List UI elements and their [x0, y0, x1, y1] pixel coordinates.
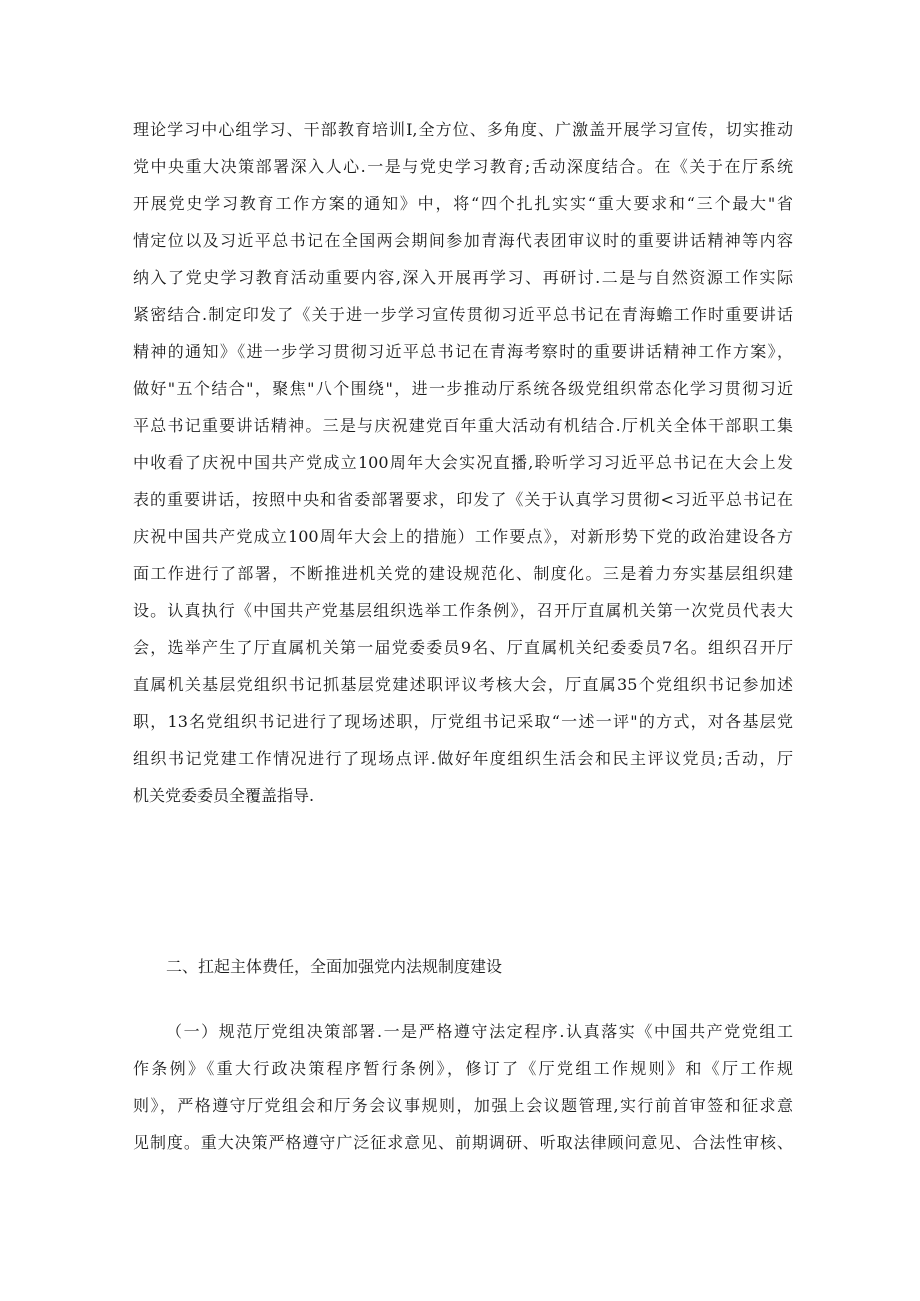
body-paragraph-2: [133, 1013, 793, 1161]
paragraph-line: （一）规范厅党组决策部署.一是严格遵守法定程序.认真落实《中国共产党党组工: [166, 1022, 793, 1041]
paragraph-line: 直属机关基层党组织书记抓基层党建述职评议考核大会，厅直属35个党组织书记参加述: [133, 675, 793, 694]
paragraph-line: 面工作进行了部署，不断推进机关党的建设规范化、制度化。三是着力夯实基层组织建: [133, 564, 793, 583]
paragraph-line: 见制度。重大决策严格遵守广泛征求意见、前期调研、听取法律顾问意见、合法性审核、: [133, 1133, 793, 1152]
paragraph-line: 做好"五个结合"，聚焦"八个围绕"，进一步推动厅系统各级党组织常态化学习贯彻习近: [133, 379, 793, 398]
paragraph-line: 表的重要讲话，按照中央和省委部署要求，印发了《关于认真学习贯彻<习近平总书记在: [133, 490, 793, 509]
paragraph-line: 则》，严格遵守厅党组会和厅务会议事规则，加强上会议题管理,实行前首审签和征求意: [133, 1096, 793, 1115]
paragraph-line: 精神的通知》《进一步学习贯彻习近平总书记在青海考察时的重要讲话精神工作方案》，: [133, 342, 793, 361]
paragraph-line: 平总书记重要讲话精神。三是与庆祝建党百年重大活动有机结合.厅机关全体干部职工集: [133, 416, 793, 435]
paragraph-line: 情定位以及习近平总书记在全国两会期间参加青海代表团审议时的重要讲话精神等内容: [133, 231, 793, 250]
paragraph-line: 组织书记党建工作情况进行了现场点评.做好年度组织生活会和民主评议党员;舌动，厅: [133, 749, 793, 768]
paragraph-line: 中收看了庆祝中国共产党成立100周年大会实况直播,聆听学习习近平总书记在大会上发: [133, 453, 793, 472]
section-heading: [133, 948, 793, 985]
paragraph-line: 设。认真执行《中国共产党基层组织选举工作条例》，召开厅直属机关第一次党员代表大: [133, 601, 793, 620]
paragraph-line: 党中央重大决策部署深入人心.一是与党史学习教育;舌动深度结合。在《关于在厅系统: [133, 157, 793, 176]
section-heading-text: 二、扛起主体费任，全面加强党内法规制度建设: [166, 957, 503, 976]
body-paragraph-1: [133, 111, 793, 814]
paragraph-line: 庆祝中国共产党成立100周年大会上的措施）工作要点》，对新形势下党的政治建设各方: [133, 527, 793, 546]
paragraph-line: 职，13名党组织书记进行了现场述职，厅党组书记采取“一述一评"的方式，对各基层党: [133, 712, 793, 731]
paragraph-line: 纳入了党史学习教育活动重要内容,深入开展再学习、再研讨.二是与自然资源工作实际: [133, 268, 793, 287]
paragraph-line: 会，选举产生了厅直属机关第一届党委委员9名、厅直属机关纪委委员7名。组织召开厅: [133, 638, 793, 657]
paragraph-line: 紧密结合.制定印发了《关于进一步学习宣传贯彻习近平总书记在青海蟾工作时重要讲话: [133, 305, 793, 324]
paragraph-line: 机关党委委员全覆盖指导.: [133, 786, 315, 805]
paragraph-line: 作条例》《重大行政决策程序暂行条例》，修订了《厅党组工作规则》和《厅工作规: [133, 1059, 793, 1078]
paragraph-line: 开展党史学习教育工作方案的通知》中，将“四个扎扎实实“重大要求和“三个最大"省: [133, 194, 793, 213]
paragraph-line: 理论学习中心组学习、干部教育培训I,全方位、多角度、广激盖开展学习宣传，切实推动: [133, 120, 793, 139]
